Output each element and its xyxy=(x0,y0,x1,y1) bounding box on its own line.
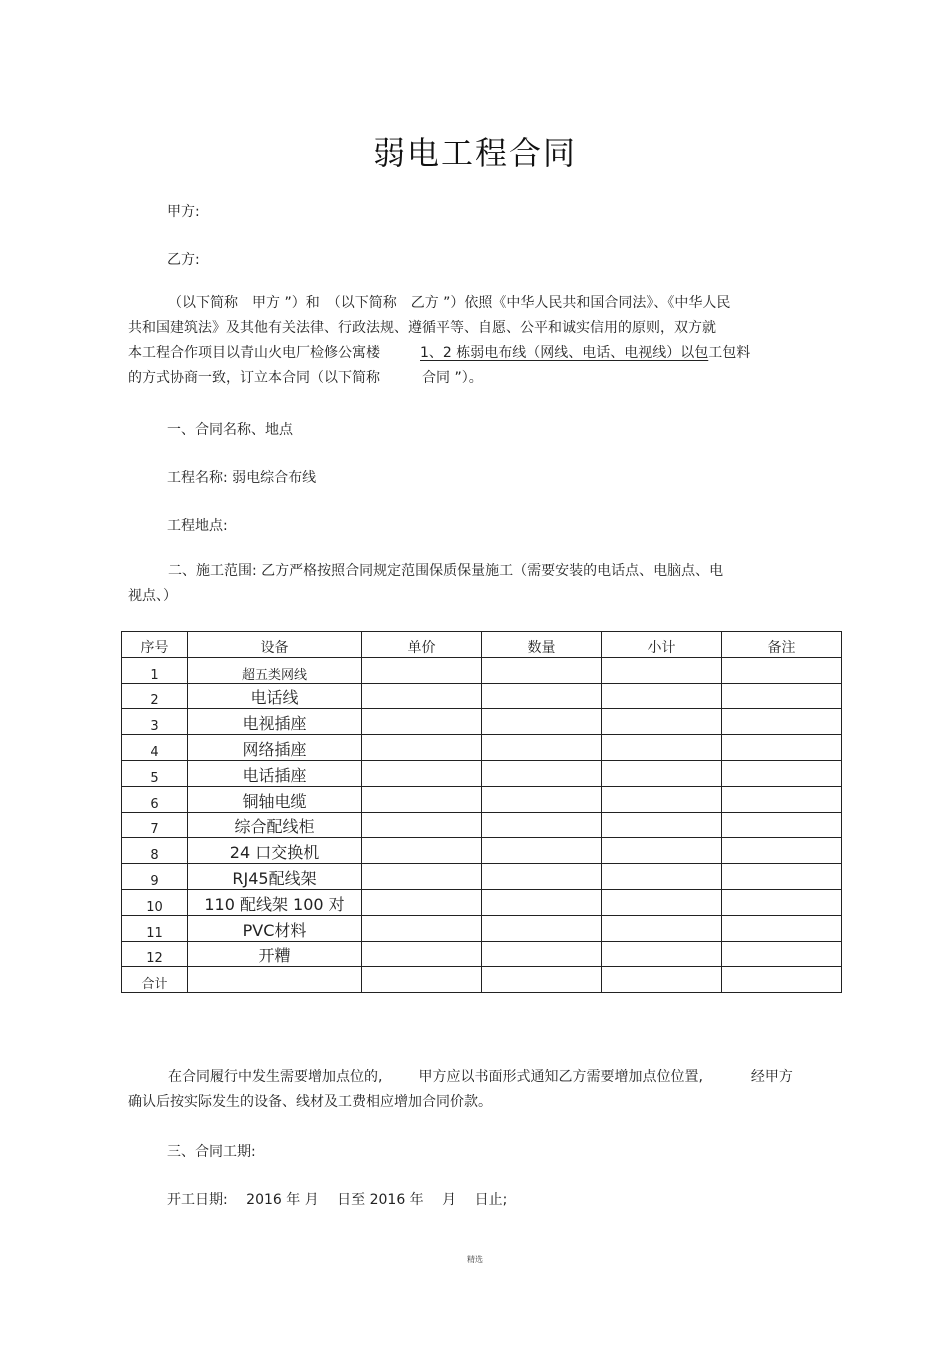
equipment-table xyxy=(121,631,842,993)
table-row xyxy=(122,709,842,735)
intro-line-3-part-3: 工包料 xyxy=(708,345,751,361)
row-remarks xyxy=(722,709,842,735)
row-unit-price xyxy=(362,709,482,735)
row-quantity xyxy=(482,889,602,915)
row-quantity xyxy=(482,709,602,735)
row-remarks xyxy=(722,683,842,709)
row-remarks xyxy=(722,735,842,761)
start-date: 开工日期: 2016 年 月 日至 2016 年 月 日止; xyxy=(167,1192,508,1208)
row-quantity xyxy=(482,864,602,890)
intro-line-1: （以下简称 甲方 ”）和 （以下简称 乙方 ”）依照《中华人民共和国合同法》、《中华人民 xyxy=(168,295,731,311)
total-subtotal xyxy=(602,967,722,993)
row-unit-price xyxy=(362,889,482,915)
row-unit-price xyxy=(362,735,482,761)
row-serial: 6 xyxy=(122,786,188,812)
table-header-row xyxy=(122,632,842,658)
row-item: 电话线 xyxy=(188,683,362,709)
row-subtotal xyxy=(602,838,722,864)
row-remarks xyxy=(722,941,842,967)
row-serial: 4 xyxy=(122,735,188,761)
row-unit-price xyxy=(362,657,482,683)
section-2-line-1: 二、施工范围: 乙方严格按照合同规定范围保质保量施工（需要安装的电话点、电脑点、电 xyxy=(168,563,724,579)
addendum-paragraph xyxy=(128,1065,793,1115)
table-row xyxy=(122,889,842,915)
row-remarks xyxy=(722,812,842,838)
row-item: 开糟 xyxy=(188,941,362,967)
table-row xyxy=(122,760,842,786)
section-2-line-2: 视点、） xyxy=(128,588,177,604)
row-item: 24 口交换机 xyxy=(188,838,362,864)
table-row xyxy=(122,864,842,890)
addendum-line-1-part-1: 在合同履行中发生需要增加点位的, xyxy=(168,1069,383,1085)
row-subtotal xyxy=(602,812,722,838)
addendum-line-1-part-2: 甲方应以书面形式通知乙方需要增加点位位置, xyxy=(418,1069,703,1085)
table-total-row xyxy=(122,967,842,993)
row-serial: 1 xyxy=(122,657,188,683)
party-b-label: 乙方: xyxy=(167,252,200,268)
row-item: 电视插座 xyxy=(188,709,362,735)
table-row xyxy=(122,657,842,683)
row-subtotal xyxy=(602,657,722,683)
row-unit-price xyxy=(362,812,482,838)
row-remarks xyxy=(722,915,842,941)
table-row xyxy=(122,735,842,761)
row-quantity xyxy=(482,735,602,761)
row-unit-price xyxy=(362,941,482,967)
row-quantity xyxy=(482,812,602,838)
intro-line-4: 的方式协商一致，订立本合同（以下简称 合同 ”）。 xyxy=(128,370,483,386)
intro-line-3 xyxy=(128,341,750,366)
row-quantity xyxy=(482,683,602,709)
row-unit-price xyxy=(362,786,482,812)
header-quantity: 数量 xyxy=(482,632,602,658)
addendum-line-1-part-3: 经甲方 xyxy=(750,1069,793,1085)
row-subtotal xyxy=(602,735,722,761)
row-subtotal xyxy=(602,889,722,915)
row-remarks xyxy=(722,760,842,786)
table-row xyxy=(122,941,842,967)
row-quantity xyxy=(482,941,602,967)
section-3-heading: 三、合同工期: xyxy=(167,1144,256,1160)
total-remarks xyxy=(722,967,842,993)
intro-line-2: 共和国建筑法》及其他有关法律、行政法规、遵循平等、自愿、公平和诚实信用的原则，双方就 xyxy=(128,320,716,336)
total-quantity xyxy=(482,967,602,993)
row-item: 综合配线柜 xyxy=(188,812,362,838)
row-item: RJ45配线架 xyxy=(188,864,362,890)
project-site: 工程地点: xyxy=(167,518,228,534)
project-name: 工程名称: 弱电综合布线 xyxy=(167,470,317,486)
row-item: PVC材料 xyxy=(188,915,362,941)
table-row xyxy=(122,915,842,941)
row-remarks xyxy=(722,889,842,915)
row-serial: 3 xyxy=(122,709,188,735)
row-remarks xyxy=(722,838,842,864)
section-2-paragraph xyxy=(128,559,723,609)
row-item: 超五类网线 xyxy=(188,657,362,683)
row-serial: 5 xyxy=(122,760,188,786)
row-item: 铜轴电缆 xyxy=(188,786,362,812)
row-quantity xyxy=(482,760,602,786)
table-row xyxy=(122,786,842,812)
row-remarks xyxy=(722,786,842,812)
row-quantity xyxy=(482,657,602,683)
row-subtotal xyxy=(602,915,722,941)
row-unit-price xyxy=(362,760,482,786)
row-serial: 2 xyxy=(122,683,188,709)
intro-line-3-underlined: 1、2 栋弱电布线（网线、电话、电视线）以包 xyxy=(420,345,709,361)
row-serial: 11 xyxy=(122,915,188,941)
addendum-line-2: 确认后按实际发生的设备、线材及工费相应增加合同价款。 xyxy=(128,1094,492,1110)
header-equipment: 设备 xyxy=(188,632,362,658)
addendum-line-1 xyxy=(128,1065,793,1090)
page-footer: 精选 xyxy=(467,1255,483,1264)
row-quantity xyxy=(482,838,602,864)
header-unit-price: 单价 xyxy=(362,632,482,658)
row-item: 110 配线架 100 对 xyxy=(188,889,362,915)
row-item: 网络插座 xyxy=(188,735,362,761)
row-remarks xyxy=(722,864,842,890)
section-1-heading: 一、合同名称、地点 xyxy=(167,422,293,438)
row-serial: 12 xyxy=(122,941,188,967)
row-unit-price xyxy=(362,864,482,890)
row-unit-price xyxy=(362,838,482,864)
row-serial: 10 xyxy=(122,889,188,915)
intro-line-3-part-1: 本工程合作项目以青山火电厂检修公寓楼 xyxy=(128,345,380,361)
row-subtotal xyxy=(602,786,722,812)
row-quantity xyxy=(482,915,602,941)
row-unit-price xyxy=(362,683,482,709)
row-subtotal xyxy=(602,709,722,735)
row-subtotal xyxy=(602,683,722,709)
header-serial: 序号 xyxy=(122,632,188,658)
row-subtotal xyxy=(602,941,722,967)
table-row xyxy=(122,838,842,864)
party-a-label: 甲方: xyxy=(167,204,200,220)
document-title: 弱电工程合同 xyxy=(372,134,577,172)
row-quantity xyxy=(482,786,602,812)
row-unit-price xyxy=(362,915,482,941)
intro-paragraph xyxy=(128,291,750,391)
total-unit-price xyxy=(362,967,482,993)
row-item: 电话插座 xyxy=(188,760,362,786)
total-item xyxy=(188,967,362,993)
header-remarks: 备注 xyxy=(722,632,842,658)
row-subtotal xyxy=(602,760,722,786)
row-remarks xyxy=(722,657,842,683)
table-row xyxy=(122,812,842,838)
header-subtotal: 小计 xyxy=(602,632,722,658)
row-serial: 7 xyxy=(122,812,188,838)
row-serial: 9 xyxy=(122,864,188,890)
row-subtotal xyxy=(602,864,722,890)
row-serial: 8 xyxy=(122,838,188,864)
total-label: 合计 xyxy=(122,967,188,993)
table-row xyxy=(122,683,842,709)
